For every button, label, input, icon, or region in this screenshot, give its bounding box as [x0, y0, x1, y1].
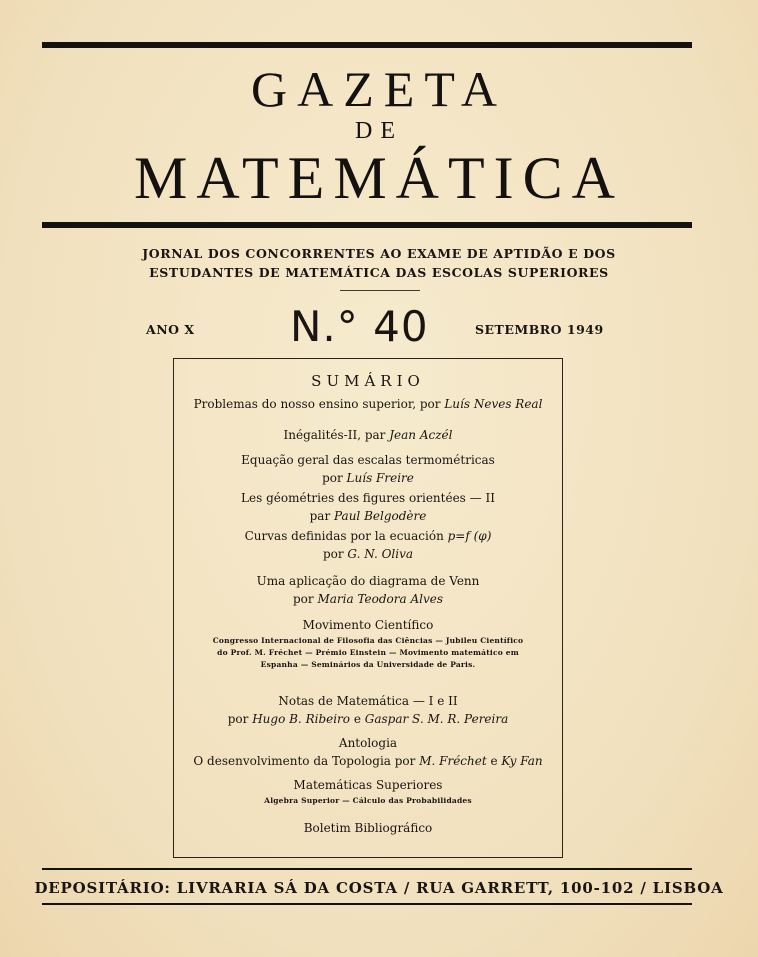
summary-entry-line [174, 693, 562, 711]
masthead-de: DE [355, 118, 403, 144]
summary-entry-line [174, 820, 562, 838]
masthead-rule-heavy [42, 222, 692, 228]
entry-text: Curvas definidas por la ecuación [244, 529, 448, 543]
summary-entry [174, 427, 562, 445]
entry-subtopics: Algebra Superior — Cálculo das Probabilidades [264, 795, 472, 805]
entry-text: por [322, 470, 347, 485]
summary-entry [174, 735, 562, 770]
summary-entry-line [174, 777, 562, 795]
footer-rule-bottom [42, 903, 692, 905]
top-rule-heavy [42, 42, 692, 48]
summary-entry [174, 452, 562, 487]
entry-text: par [309, 508, 335, 523]
entry-text: O desenvolvimento da Topologia por [193, 753, 420, 768]
summary-entry-line [174, 528, 562, 546]
entry-subtopics: Congresso Internacional de Filosofia das Ciências — Jubileu Científico [212, 635, 524, 645]
author-name: Paul Belgodère [334, 508, 427, 523]
author-name: G. N. Oliva [347, 546, 414, 561]
summary-entry-line [174, 617, 562, 635]
masthead-gazeta: GAZETA [251, 61, 507, 117]
summary-entry [174, 777, 562, 807]
summary-entry [174, 396, 562, 414]
summary-entry-line [174, 735, 562, 753]
issue-date: SETEMBRO 1949 [475, 322, 604, 337]
summary-entry-line [174, 753, 562, 771]
summary-entry [174, 820, 562, 838]
author-name: M. Fréchet [419, 753, 487, 768]
summary-entry [174, 573, 562, 608]
summary-entry-line [174, 396, 562, 414]
entry-text: Les géométries des figures orientées — II [241, 491, 495, 505]
author-name: Hugo B. Ribeiro [252, 711, 351, 726]
entry-text: Notas de Matemática — I e II [278, 694, 458, 708]
summary-entry [174, 490, 562, 525]
author-name: Luís Neves Real [444, 397, 543, 411]
entry-subtopics: Espanha — Seminários da Universidade de Paris. [260, 659, 476, 669]
entry-text: Inégalités-II, par [283, 428, 390, 442]
entry-text: Matemáticas Superiores [293, 778, 443, 792]
summary-entry [174, 693, 562, 728]
entry-text: Equação geral das escalas termométricas [241, 453, 495, 467]
short-divider [340, 290, 420, 291]
entry-text: Antologia [338, 736, 398, 750]
summary-entry-line [174, 711, 562, 729]
summary-entry-line [174, 427, 562, 445]
author-name: p=f (φ) [447, 529, 492, 543]
entry-text: por [292, 591, 318, 606]
distributor-line: DEPOSITÁRIO: LIVRARIA SÁ DA COSTA / RUA GARRETT, 100-102 / LISBOA [34, 879, 724, 897]
summary-heading: SUMÁRIO [311, 372, 425, 390]
entry-text: Movimento Científico [302, 618, 434, 632]
entry-text: Problemas do nosso ensino superior, por [193, 397, 445, 411]
author-name: Ky Fan [501, 753, 543, 768]
author-name: Gaspar S. M. R. Pereira [364, 711, 509, 726]
summary-box [173, 358, 563, 858]
author-name: Luís Freire [346, 470, 414, 485]
entry-text: e [486, 753, 502, 768]
summary-entry-line [174, 490, 562, 508]
entry-text: por [227, 711, 253, 726]
summary-entry-line [174, 470, 562, 488]
entry-text: Boletim Bibliográfico [303, 821, 433, 835]
entry-subtopics: do Prof. M. Fréchet — Prémio Einstein — Movimento matemático em [217, 647, 519, 657]
author-name: Maria Teodora Alves [317, 591, 443, 606]
subtitle-line-1: JORNAL DOS CONCORRENTES AO EXAME DE APTIDÃO E DOS [142, 246, 616, 261]
entry-text: e [350, 711, 365, 726]
masthead-matematica: MATEMÁTICA [134, 145, 624, 211]
summary-entry-line [174, 452, 562, 470]
summary-entry-line [174, 546, 562, 564]
entry-text: Uma aplicação do diagrama de Venn [256, 574, 480, 588]
summary-entry [174, 528, 562, 563]
entry-text: por [322, 546, 348, 561]
summary-entry [174, 617, 562, 671]
author-name: Jean Aczél [389, 428, 453, 442]
summary-entry-line [174, 591, 562, 609]
footer-rule-top [42, 868, 692, 870]
subtitle-line-2: ESTUDANTES DE MATEMÁTICA DAS ESCOLAS SUPERIORES [149, 265, 609, 280]
summary-entry-line [174, 508, 562, 526]
issue-number: N.° 40 [290, 302, 429, 351]
issue-year: ANO X [146, 322, 195, 337]
summary-entry-line [174, 573, 562, 591]
